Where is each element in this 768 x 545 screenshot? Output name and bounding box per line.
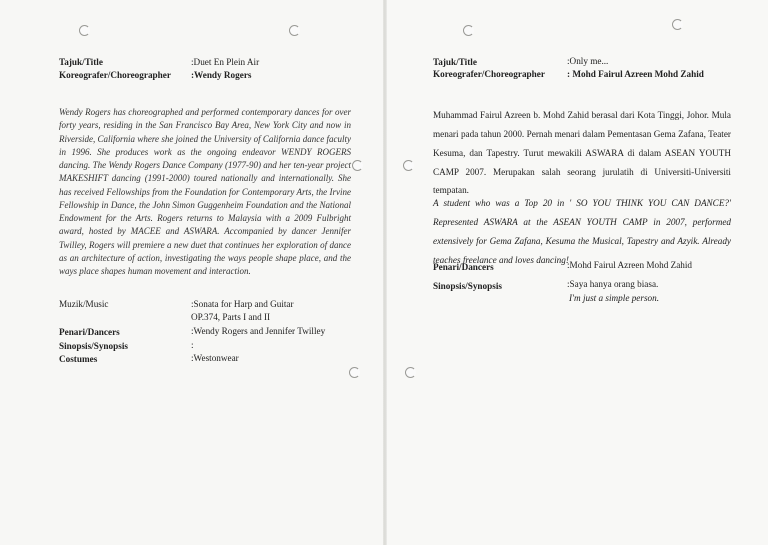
left-dancers-label: Penari/Dancers	[59, 327, 120, 337]
right-page	[386, 0, 768, 545]
left-bio: Wendy Rogers has choreographed and performed contemporary dances for over forty years, residing in the San Francisco Bay Area, New York City and now in Riverside, California where she joined the University of California dance faculty in 1996. She produces work as the ongoing endeavor WENDY ROGERS dancing. The Wendy Rogers Dance Company (1977-90) and her ten-year project MAKESHIFT dancing (1991-2000) toured nationally and internationally. She has received Fellowships from the Foundation for Contemporary Arts, the Irvine Fellowship in Dance, the John Simon Guggenheim Foundation and the National Endowment for the Arts. Rogers returns to Malaysia with a 2009 Fulbright award, hosted by MACEE and ASWARA. Accompanied by dancer Jennifer Twilley, Rogers will premiere a new duet that continues her exploration of dance as an architecture of action, investigating the ways people shape place, and the ways place shapes human movement and interaction.	[59, 107, 351, 276]
left-music-label: Muzik/Music	[59, 299, 109, 309]
left-synopsis-value: :	[191, 340, 194, 350]
right-dancers-label: Penari/Dancers	[433, 262, 494, 272]
left-music-value-2: OP.374, Parts I and II	[191, 312, 271, 322]
right-bio-english: A student who was a Top 20 in ' SO YOU THINK YOU CAN DANCE?' Represented ASWARA at the ASEAN YOUTH CAMP in 2007, performed extensively for Gema Zafana, Kesuma the Musical, Tapestry and Azyik. Already teaches freelance and loves dancing!	[433, 198, 731, 265]
right-synopsis-label: Sinopsis/Synopsis	[433, 281, 502, 291]
punch-hole-icon	[405, 367, 416, 378]
right-synopsis-value-2: I'm just a simple person.	[569, 293, 660, 303]
right-title-value: :Only me...	[567, 56, 609, 66]
right-title-label: Tajuk/Title	[433, 57, 477, 67]
punch-hole-icon	[289, 25, 300, 36]
left-costumes-label: Costumes	[59, 354, 98, 364]
left-choreographer-value: :Wendy Rogers	[191, 70, 252, 80]
punch-hole-icon	[463, 25, 474, 36]
punch-hole-icon	[672, 19, 683, 30]
right-dancers-value: :Mohd Fairul Azreen Mohd Zahid	[567, 260, 693, 270]
right-synopsis-value-1: :Saya hanya orang biasa.	[567, 279, 659, 289]
left-title-value: :Duet En Plein Air	[191, 57, 260, 67]
punch-hole-icon	[403, 160, 414, 171]
left-music-value-1: :Sonata for Harp and Guitar	[191, 299, 294, 309]
punch-hole-icon	[349, 367, 360, 378]
right-choreographer-value: : Mohd Fairul Azreen Mohd Zahid	[567, 69, 704, 79]
left-synopsis-label: Sinopsis/Synopsis	[59, 341, 128, 351]
punch-hole-icon	[352, 160, 363, 171]
punch-hole-icon	[79, 25, 90, 36]
right-choreographer-label: Koreografer/Choreographer	[433, 69, 545, 79]
left-dancers-value: :Wendy Rogers and Jennifer Twilley	[191, 326, 326, 336]
left-choreographer-label: Koreografer/Choreographer	[59, 70, 171, 80]
left-costumes-value: :Westonwear	[191, 353, 239, 363]
left-title-label: Tajuk/Title	[59, 57, 103, 67]
page-spine	[383, 0, 387, 545]
right-bio-malay: Muhammad Fairul Azreen b. Mohd Zahid berasal dari Kota Tinggi, Johor. Mula menari pada tahun 2000. Pernah menari dalam Pementasan Gema Zafana, Teater Kesuma, dan Tapestry. Turut mewakili ASWARA di dalam ASEAN YOUTH CAMP 2007. Merupakan salah seorang jurulatih di Universiti-Universiti tempatan.	[433, 110, 731, 196]
